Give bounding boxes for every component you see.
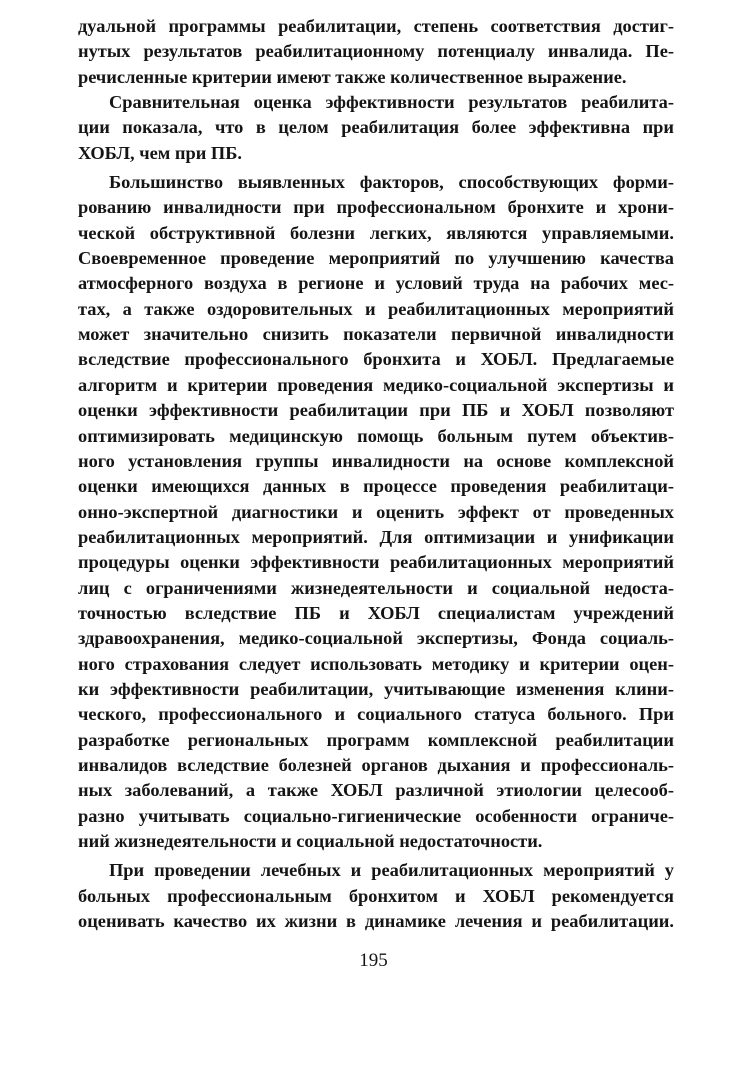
text-line: При проведении лечебных и реабилитационных мероприятий у — [109, 860, 674, 881]
text-line: ний жизнедеятельности и социальной недостаточности. — [78, 831, 543, 851]
text-line: ХОБЛ, чем при ПБ. — [78, 142, 242, 163]
text-line: ных заболеваний, а также ХОБЛ различной этиологии целесооб- — [78, 780, 674, 801]
text-line: лиц с ограничениями жизнедеятельности и социальной недоста- — [78, 577, 674, 598]
text-line: разработке региональных программ комплексной реабилитации — [78, 729, 674, 750]
paragraph-3 — [78, 170, 674, 854]
text-line: Большинство выявленных факторов, способствующих форми- — [109, 172, 674, 193]
text-line: вследствие профессионального бронхита и ХОБЛ. Предлагаемые — [78, 349, 674, 370]
text-line: инвалидов вследствие болезней органов дыхания и профессиональ- — [78, 754, 674, 775]
paragraph-4 — [78, 858, 674, 934]
text-line: может значительно снизить показатели первичной инвалидности — [78, 324, 674, 345]
text-line: речисленные критерии имеют также количественное выражение. — [78, 66, 627, 87]
text-line: больных профессиональным бронхитом и ХОБЛ рекомендуется — [78, 885, 674, 906]
text-line: рованию инвалидности при профессиональном бронхите и хрони- — [78, 197, 674, 218]
page-number: 195 — [359, 950, 388, 971]
text-line: Сравнительная оценка эффективности результатов реабилита- — [109, 92, 674, 113]
text-line: Своевременное проведение мероприятий по улучшению качества — [78, 248, 674, 269]
text-line: тах, а также оздоровительных и реабилитационных мероприятий — [78, 298, 674, 319]
text-line: здравоохранения, медико-социальной экспертизы, Фонда социаль- — [78, 628, 674, 649]
text-line: нутых результатов реабилитационному потенциалу инвалида. Пе- — [78, 41, 674, 62]
paragraph-1 — [78, 14, 674, 90]
text-line: алгоритм и критерии проведения медико-социальной экспертизы и — [78, 374, 674, 395]
text-line: ного страхования следует использовать методику и критерии оцен- — [78, 653, 674, 674]
text-line: ческой обструктивной болезни легких, являются управляемыми. — [78, 222, 674, 243]
text-line: точностью вследствие ПБ и ХОБЛ специалистам учреждений — [78, 602, 674, 623]
text-line: реабилитационных мероприятий. Для оптимизации и унификации — [78, 526, 674, 547]
text-line: ции показала, что в целом реабилитация более эффективна при — [78, 117, 674, 138]
text-line: оценки эффективности реабилитации при ПБ и ХОБЛ позволяют — [78, 400, 674, 421]
text-line: онно-экспертной диагностики и оценить эффект от проведенных — [78, 501, 674, 522]
text-line: оптимизировать медицинскую помощь больным путем объектив- — [78, 425, 674, 446]
text-line: разно учитывать социально-гигиенические особенности ограниче- — [78, 805, 674, 826]
paragraph-2 — [78, 90, 674, 166]
text-line: атмосферного воздуха в регионе и условий труда на рабочих мес- — [78, 273, 674, 294]
text-line: ного установления группы инвалидности на основе комплексной — [78, 450, 674, 471]
text-line: оценивать качество их жизни в динамике лечения и реабилитации. — [78, 911, 674, 932]
text-line: оценки имеющихся данных в процессе проведения реабилитаци- — [78, 476, 674, 497]
text-line: ческого, профессионального и социального статуса больного. При — [78, 704, 674, 725]
page-text — [78, 14, 674, 934]
text-line: процедуры оценки эффективности реабилитационных мероприятий — [78, 552, 674, 573]
text-line: ки эффективности реабилитации, учитывающие изменения клини- — [78, 678, 674, 699]
text-line: дуальной программы реабилитации, степень соответствия достиг- — [78, 16, 674, 36]
